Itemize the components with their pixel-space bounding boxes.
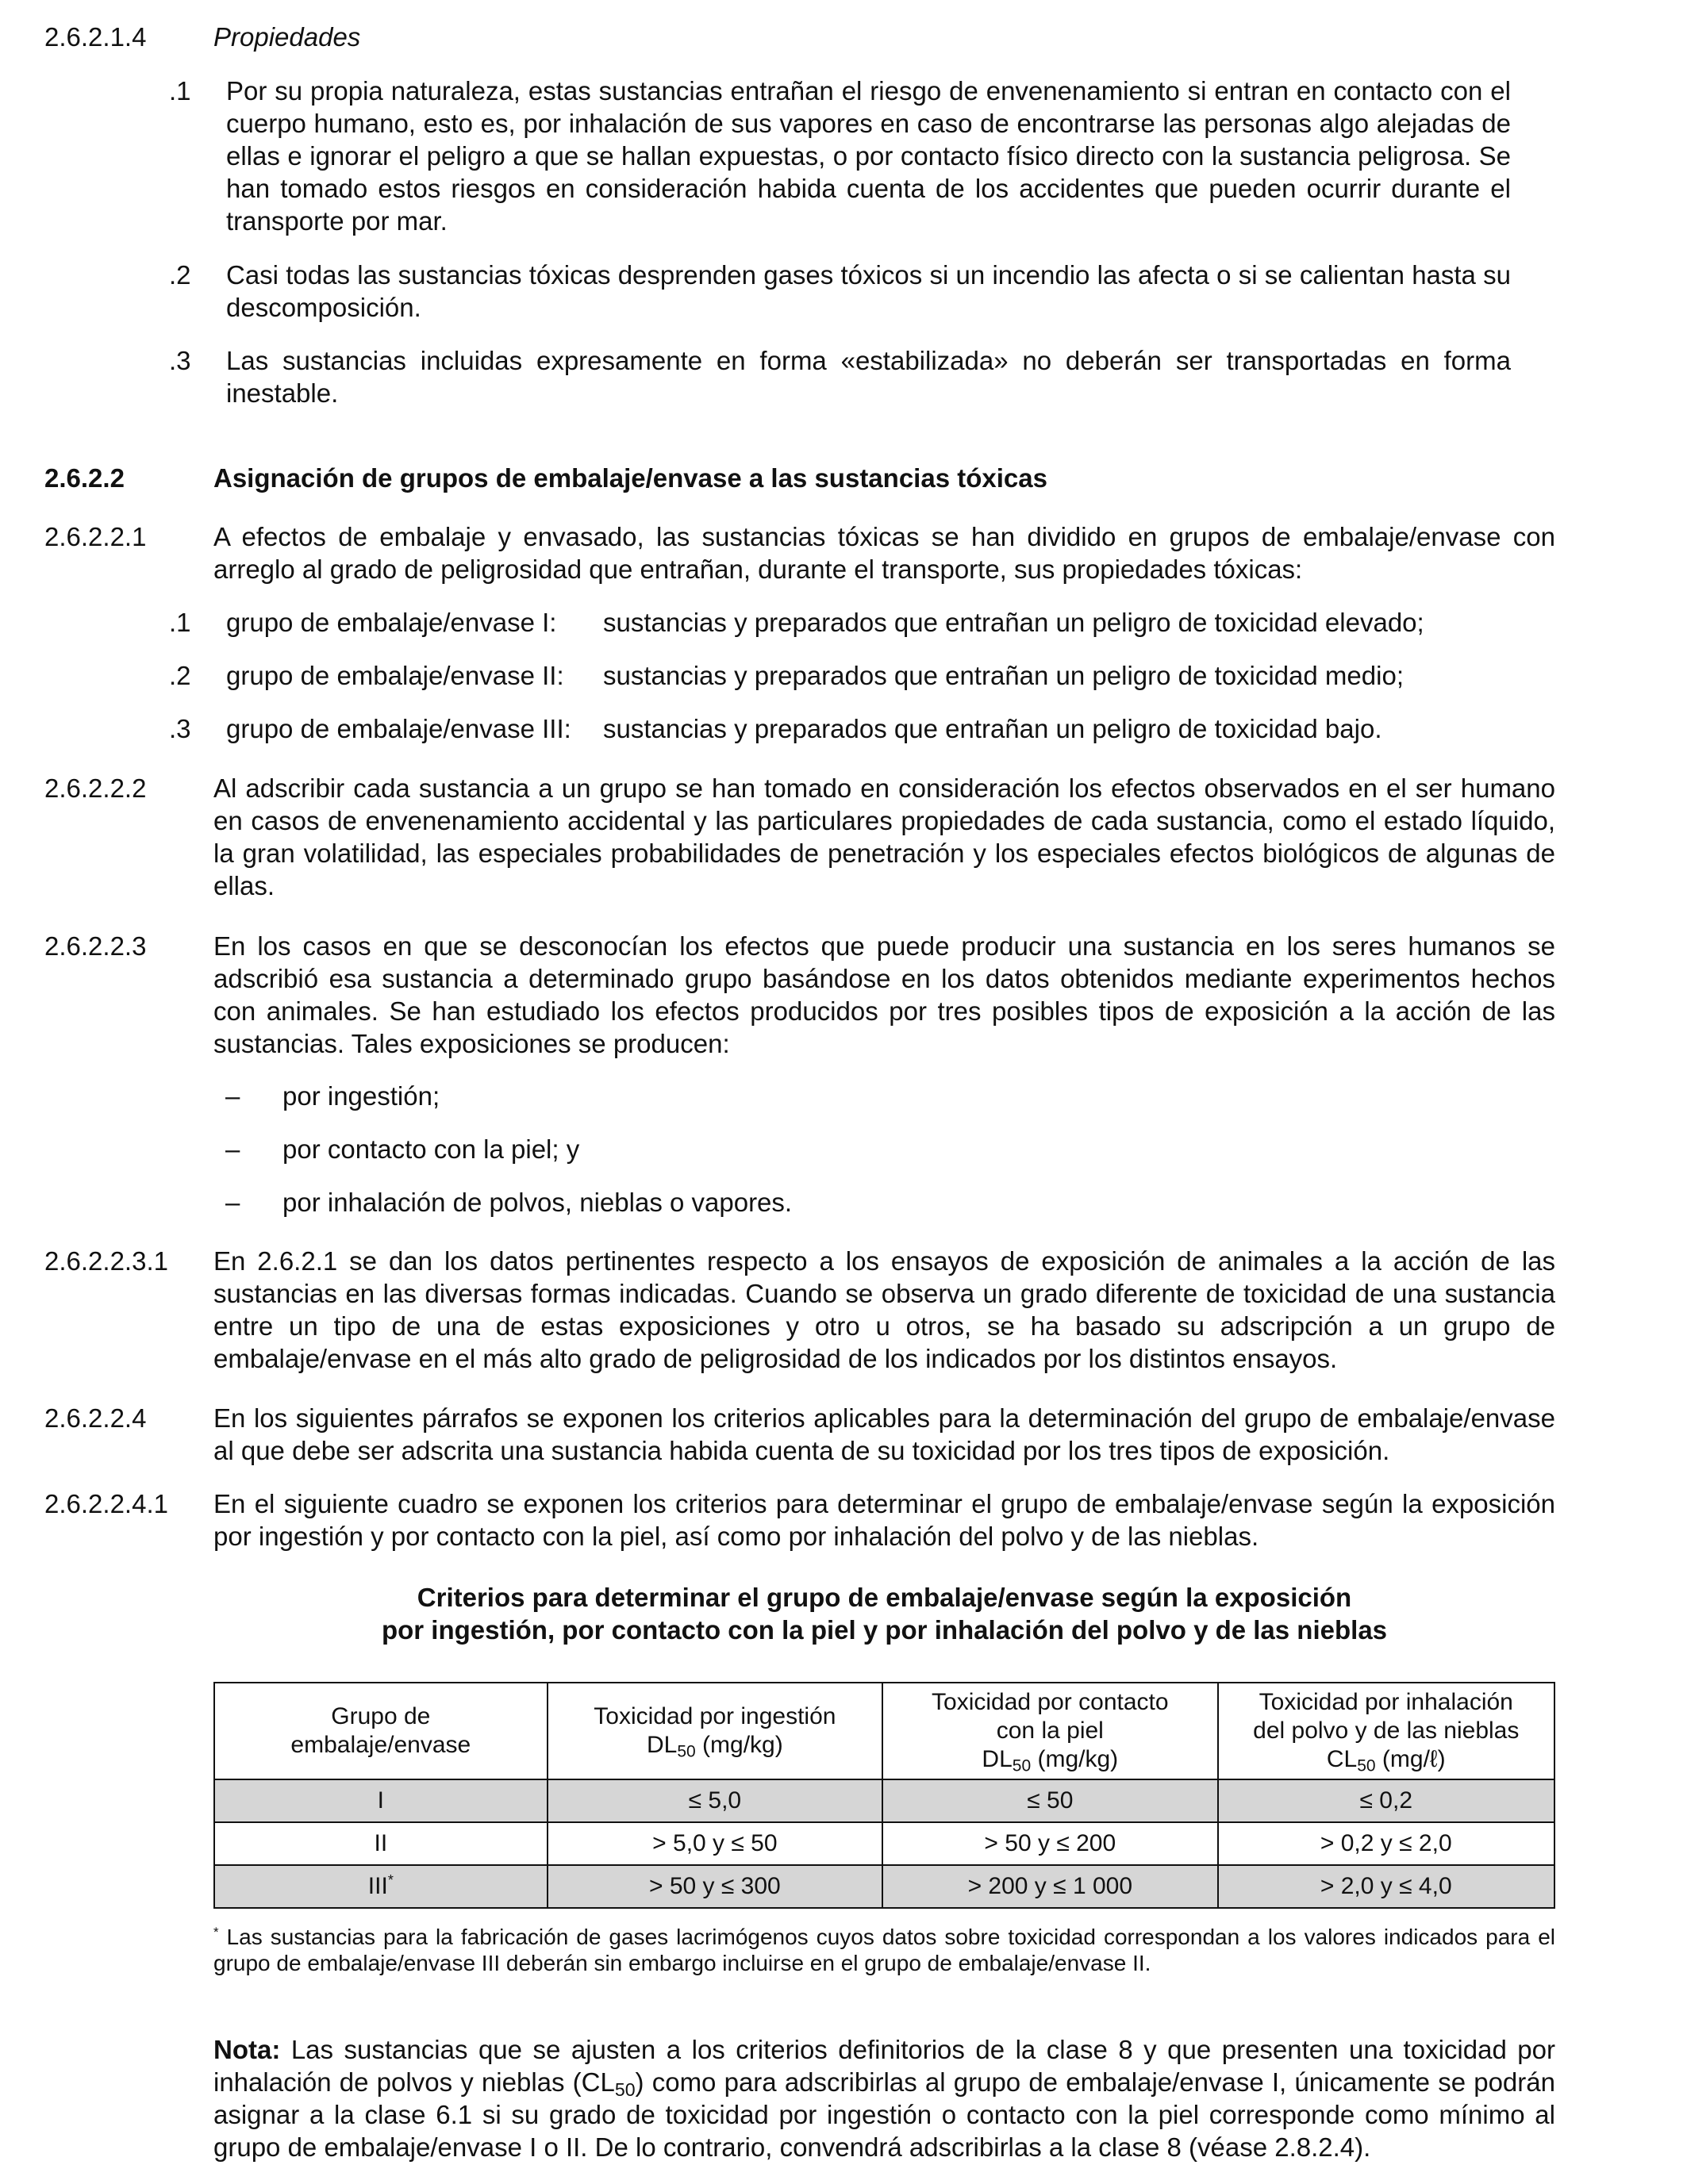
header-oral-toxicity: Toxicidad por ingestión $DL_{50}$ (mg/kg) [548, 1683, 882, 1779]
item-text: Por su propia naturaleza, estas sustancias entrañan el riesgo de envenenamiento si entran en contacto con el cuerpo humano, esto es, por inhalación de sus vapores en caso de encontrarse las personas algo alejadas de ellas e ignorar el peligro a que se hallan expuestas, o por contacto físico directo con la sustancia peligrosa. Se han tomado estos riesgos en consideración habida cuenta de los accidentes que pueden ocurrir durante el transporte por mar. [226, 76, 1511, 236]
header-packing-group: Grupo de embalaje/envase [214, 1683, 548, 1779]
dash-bullet: – [225, 1081, 240, 1111]
section-text: En 2.6.2.1 se dan los datos pertinentes respecto a los ensayos de exposición de animales a la acción de las sustancias en las diversas formas indicadas. Cuando se observa un grado diferente de toxicidad de una sustancia entre un tipo de una de estas exposiciones y otro u otros, se ha basado su adscripción a un grupo de embalaje/envase en el más alto grado de peligrosidad de los indicados por los distintos ensayos. [213, 1246, 1555, 1373]
dash-item [225, 1133, 579, 1165]
section-text: En el siguiente cuadro se exponen los criterios para determinar el grupo de embalaje/envase según la exposición por ingestión y por contacto con la piel, así como por inhalación del polvo y de las nieblas. [213, 1489, 1555, 1551]
section-text: En los siguientes párrafos se exponen los criterios aplicables para la determinación del grupo de embalaje/envase al que debe ser adscrita una sustancia habida cuenta de su toxicidad por los tres tipos de exposición. [213, 1403, 1555, 1465]
item-number: .1 [169, 608, 191, 637]
section-number: 2.6.2.2.2 [44, 773, 147, 803]
list-item [169, 606, 1511, 639]
item-number: .3 [169, 714, 191, 743]
cell-group: II [214, 1822, 548, 1865]
group-description: sustancias y preparados que entrañan un peligro de toxicidad medio; [603, 661, 1404, 690]
section-number: 2.6.2.2.4.1 [44, 1489, 168, 1518]
list-item [169, 659, 1511, 692]
section-text: En los casos en que se desconocían los efectos que puede producir una sustancia en los seres humanos se adscribió esa sustancia a determinado grupo basándose en los datos obtenidos mediante experimentos hechos con animales. Se han estudiado los efectos producidos por tres posibles tipos de exposición a la acción de las sustancias. Tales exposiciones se producen: [213, 931, 1555, 1058]
item-number: .2 [169, 661, 191, 690]
section-2-6-2-2-4 [44, 1402, 1555, 1467]
cell-inhalation: > 0,2 y ≤ 2,0 [1218, 1822, 1554, 1865]
section-2-6-2-2-2 [44, 772, 1555, 902]
section-2-6-2-2-1 [44, 520, 1555, 585]
cell-group: III* [214, 1865, 548, 1908]
cell-oral: > 5,0 y ≤ 50 [548, 1822, 882, 1865]
cell-dermal: > 50 y ≤ 200 [882, 1822, 1217, 1865]
table-header-row [214, 1683, 1554, 1779]
header-dermal-toxicity: Toxicidad por contacto con la piel $DL_{50}$ (mg/kg) [882, 1683, 1217, 1779]
section-number: 2.6.2.2.1 [44, 522, 147, 551]
table-row [214, 1779, 1554, 1822]
item-number: .3 [169, 346, 191, 375]
section-number: 2.6.2.2.4 [44, 1403, 147, 1433]
group-label: grupo de embalaje/envase III: [226, 714, 571, 743]
item-text: por inhalación de polvos, nieblas o vapores. [282, 1188, 793, 1217]
item-text: Las sustancias incluidas expresamente en forma «estabilizada» no deberán ser transportadas en forma inestable. [226, 346, 1511, 408]
section-text: Al adscribir cada sustancia a un grupo se han tomado en consideración los efectos observados en el ser humano en casos de envenenamiento accidental y las particulares propiedades de cada sustancia, como el estado líquido, la gran volatilidad, las especiales probabilidades de penetración y los especiales efectos biológicos de algunas de ellas. [213, 773, 1555, 900]
item-text: por contacto con la piel; y [282, 1134, 580, 1164]
section-number: 2.6.2.2.3 [44, 931, 147, 961]
section-number: 2.6.2.2 [44, 463, 125, 493]
group-description: sustancias y preparados que entrañan un peligro de toxicidad elevado; [603, 608, 1424, 637]
header-inhalation-toxicity: Toxicidad por inhalación del polvo y de las nieblas $CL_{50}$ (mg/ℓ) [1218, 1683, 1554, 1779]
list-item [169, 344, 1511, 409]
dash-item [225, 1080, 440, 1112]
section-text: A efectos de embalaje y envasado, las sustancias tóxicas se han dividido en grupos de embalaje/envase con arreglo al grado de peligrosidad que entrañan, durante el transporte, sus propiedades tóxicas: [213, 522, 1555, 584]
item-number: .2 [169, 260, 191, 290]
footnote-mark: * [213, 1924, 219, 1940]
table-footnote [213, 1924, 1555, 1976]
section-number: 2.6.2.2.3.1 [44, 1246, 168, 1276]
dash-bullet: – [225, 1134, 240, 1164]
note-paragraph: Nota: Las sustancias que se ajusten a los criterios definitorios de la clase 8 y que presenten una toxicidad por inhalación de polvos y nieblas $(CL_{50})$ como para adscribirlas al grupo de embalaje/envase I, únicamente se podrán asignar a la clase 6.1 si su grado de toxicidad por ingestión o contacto con la piel corresponde como mínimo al grupo de embalaje/envase I o II. De lo contrario, convendrá adscribirlas a la clase 8 (véase 2.8.2.4). [213, 2035, 1555, 2162]
footnote-text: Las sustancias para la fabricación de gases lacrimógenos cuyos datos sobre toxicidad correspondan a los valores indicados para el grupo de embalaje/envase III deberán sin embargo incluirse en el grupo de embalaje/envase II. [213, 1925, 1555, 1975]
note-label: Nota: [213, 2035, 281, 2064]
dash-item [225, 1186, 792, 1219]
section-2-6-2-2-4-1 [44, 1487, 1555, 1553]
section-title: Asignación de grupos de embalaje/envase a las sustancias tóxicas [213, 463, 1047, 493]
table-row [214, 1822, 1554, 1865]
list-item [169, 712, 1511, 745]
cell-oral: > 50 y ≤ 300 [548, 1865, 882, 1908]
dash-bullet: – [225, 1188, 240, 1217]
item-number: .1 [169, 76, 191, 106]
table-caption [213, 1581, 1555, 1646]
item-text: Casi todas las sustancias tóxicas desprenden gases tóxicos si un incendio las afecta o si se calientan hasta su descomposición. [226, 260, 1511, 322]
group-label: grupo de embalaje/envase II: [226, 661, 564, 690]
group-label: grupo de embalaje/envase I: [226, 608, 557, 637]
section-2-6-2-2 [44, 462, 1555, 494]
section-number: 2.6.2.1.4 [44, 22, 147, 52]
list-item [169, 75, 1511, 237]
cell-group: I [214, 1779, 548, 1822]
list-item [169, 259, 1511, 324]
cell-oral: ≤ 5,0 [548, 1779, 882, 1822]
section-title: Propiedades [213, 22, 361, 52]
table-caption-line: Criterios para determinar el grupo de embalaje/envase según la exposición [417, 1583, 1352, 1612]
item-text: por ingestión; [282, 1081, 440, 1111]
cell-dermal: ≤ 50 [882, 1779, 1217, 1822]
cell-dermal: > 200 y ≤ 1 000 [882, 1865, 1217, 1908]
section-2-6-2-2-3-1 [44, 1245, 1555, 1375]
cell-inhalation: ≤ 0,2 [1218, 1779, 1554, 1822]
table-caption-line: por ingestión, por contacto con la piel y por inhalación del polvo y de las nieblas [381, 1615, 1388, 1645]
section-2-6-2-2-3 [44, 930, 1555, 1060]
criteria-table [213, 1682, 1555, 1909]
cell-inhalation: > 2,0 y ≤ 4,0 [1218, 1865, 1554, 1908]
section-2-6-2-1-4 [44, 21, 1555, 53]
table-row [214, 1865, 1554, 1908]
group-description: sustancias y preparados que entrañan un peligro de toxicidad bajo. [603, 714, 1382, 743]
